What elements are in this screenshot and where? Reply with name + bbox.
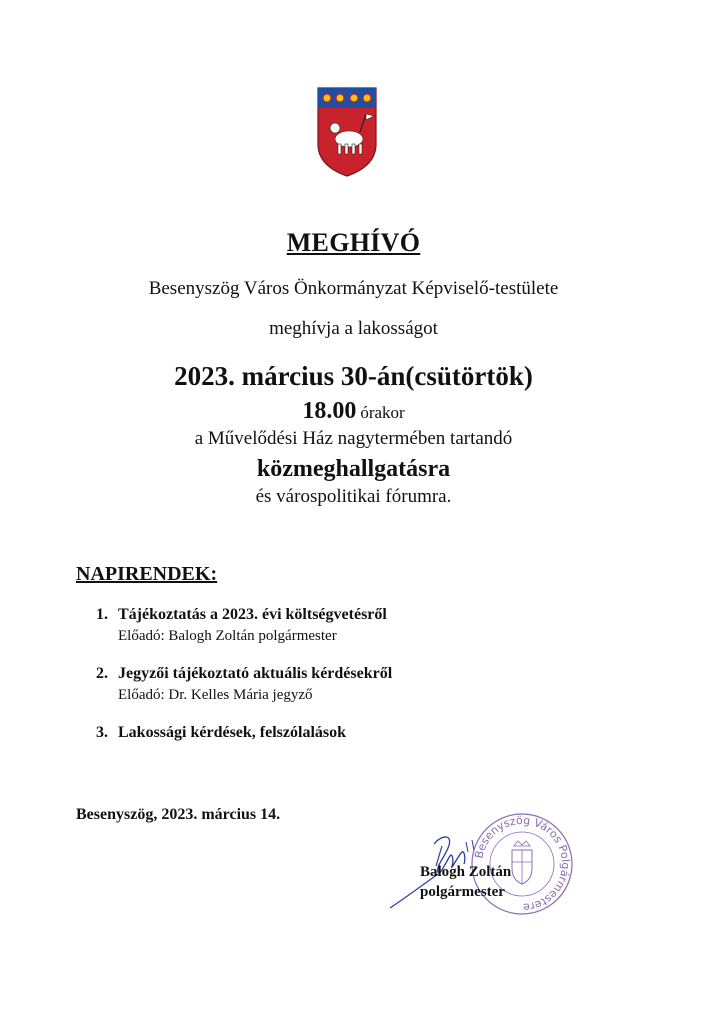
agenda-item-number: 3. [96, 724, 108, 741]
inviter-line: Besenyszög Város Önkormányzat Képviselő-testülete [148, 278, 559, 299]
svg-text:Besenyszög Város Polgármestere: Besenyszög Város Polgármestere [472, 813, 573, 915]
signer-title: polgármester [420, 884, 505, 900]
event-place: a Művelődési Ház nagytermében tartandó [194, 428, 513, 449]
coat-of-arms-icon [316, 86, 378, 178]
document-title: MEGHÍVÓ [286, 228, 421, 257]
event-date: 2023. március 30-án(csütörtök) [174, 361, 533, 391]
event-name-suffix: és várospolitikai fórumra. [255, 486, 452, 507]
agenda-item-presenter: Előadó: Balogh Zoltán polgármester [118, 628, 337, 644]
signer-block [420, 862, 511, 902]
place-and-date: Besenyszög, 2023. március 14. [76, 806, 281, 823]
agenda-item-title: Lakossági kérdések, felszólalások [118, 724, 347, 741]
agenda-item-presenter: Előadó: Dr. Kelles Mária jegyző [118, 687, 313, 703]
agenda-item-number: 2. [96, 665, 108, 682]
agenda-item-title: Tájékoztatás a 2023. évi költségvetésről [118, 606, 387, 623]
agenda-item-number: 1. [96, 606, 108, 623]
event-time: 18.00 [302, 398, 357, 424]
event-time-suffix: órakor [360, 403, 405, 422]
event-name: közmeghallgatásra [256, 456, 451, 482]
signer-name: Balogh Zoltán [420, 864, 512, 880]
invites-line: meghívja a lakosságot [269, 318, 438, 339]
event-time-line [0, 398, 707, 425]
agenda-heading: NAPIRENDEK: [76, 563, 218, 585]
agenda-item-title: Jegyzői tájékoztató aktuális kérdésekről [118, 665, 393, 682]
